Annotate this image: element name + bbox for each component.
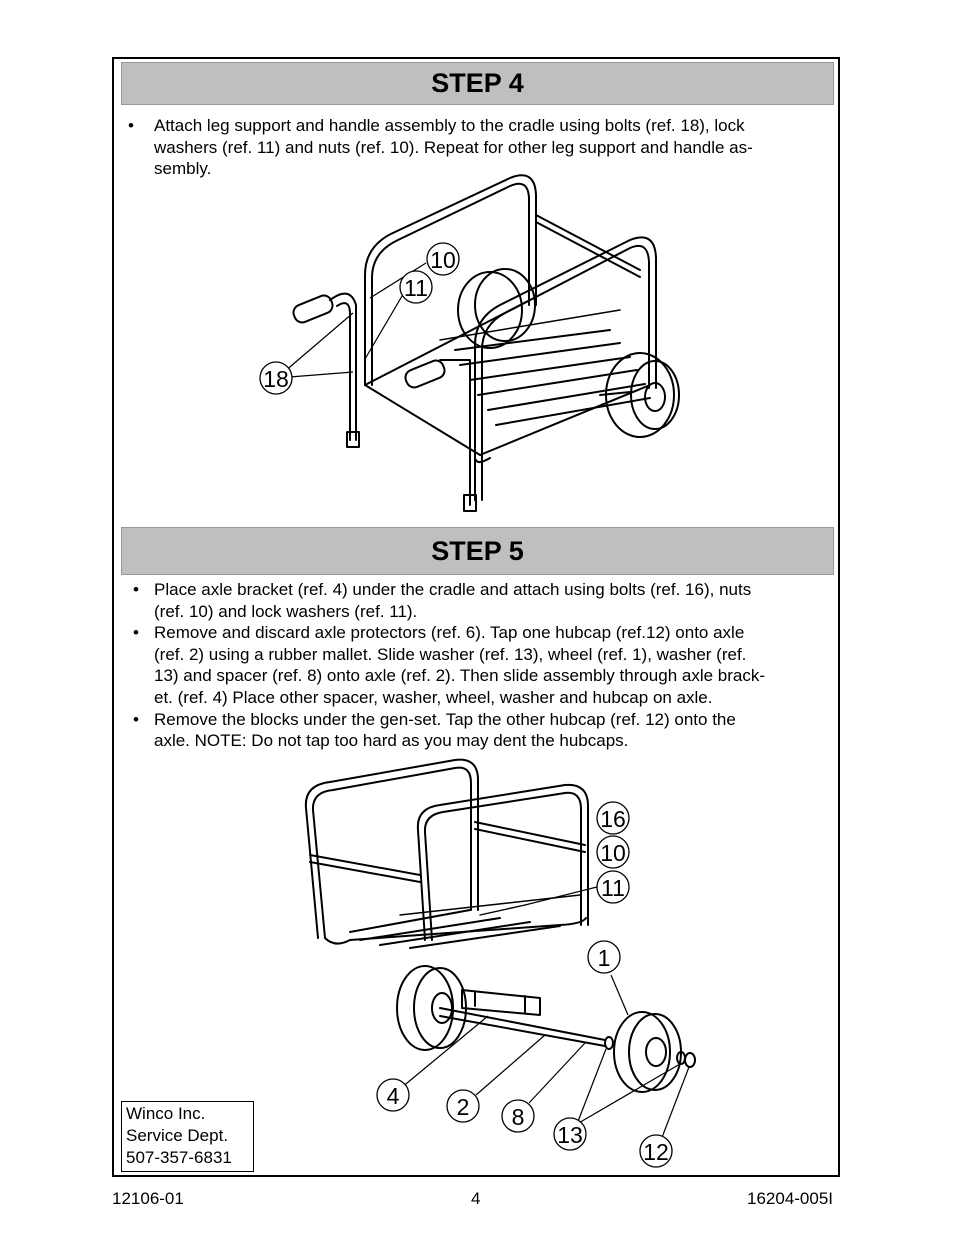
svg-text:18: 18: [263, 366, 289, 392]
step5-callout-11: [597, 871, 629, 903]
svg-text:8: 8: [511, 1104, 525, 1130]
step5-callout-12: [640, 1135, 672, 1167]
step5-callout-10: [597, 836, 629, 868]
step5-bullet-2-line-3: 13) and spacer (ref. 8) onto axle (ref. 2). Then slide assembly through axle brack-: [154, 666, 766, 686]
footer-doc-number: 12106-01: [112, 1189, 184, 1208]
svg-text:10: 10: [430, 247, 456, 273]
svg-text:11: 11: [404, 275, 428, 301]
step5-bullet-1-line-2: (ref. 10) and lock washers (ref. 11).: [154, 601, 418, 621]
svg-text:11: 11: [601, 875, 625, 901]
footer-page-number: 4: [471, 1189, 481, 1208]
step5-bullet-2-line-4: et. (ref. 4) Place other spacer, washer, wheel, washer and hubcap on axle.: [154, 687, 713, 707]
step5-bullet-3-line-2: axle. NOTE: Do not tap too hard as you may dent the hubcaps.: [154, 731, 629, 751]
step5-bullet-2-line-1: Remove and discard axle protectors (ref. 6). Tap one hubcap (ref.12) onto axle: [154, 623, 745, 643]
step4-bullet-1-line-2: washers (ref. 11) and nuts (ref. 10). Repeat for other leg support and handle as-: [154, 137, 753, 157]
svg-text:2: 2: [456, 1094, 470, 1120]
step5-callout-2: [447, 1090, 479, 1122]
step4-title: STEP 4: [431, 68, 524, 98]
step5-bullet-3-line-1: Remove the blocks under the gen-set. Tap the other hubcap (ref. 12) onto the: [154, 709, 736, 729]
step5-callout-13: [554, 1118, 586, 1150]
contact-company: Winco Inc.: [126, 1104, 206, 1123]
step5-callout-8: [502, 1100, 534, 1132]
step4-bullet-1-line-1: Attach leg support and handle assembly to the cradle using bolts (ref. 18), lock: [154, 116, 745, 135]
step5-callout-4: [377, 1079, 409, 1111]
svg-text:10: 10: [600, 840, 626, 866]
bullet-dot: •: [133, 709, 139, 729]
bullet-dot: •: [133, 623, 139, 643]
footer-part-number: 16204-005I: [747, 1189, 834, 1208]
bullet-dot: •: [128, 116, 134, 135]
contact-department: Service Dept.: [126, 1126, 229, 1145]
svg-text:4: 4: [386, 1083, 400, 1109]
step5-callout-16: [597, 802, 629, 834]
step5-title: STEP 5: [431, 535, 524, 566]
svg-text:13: 13: [557, 1122, 583, 1148]
svg-text:12: 12: [643, 1139, 669, 1165]
svg-text:16: 16: [600, 806, 626, 832]
step5-callout-1: [588, 941, 620, 973]
bullet-dot: •: [133, 580, 139, 599]
step5-bullet-2-line-2: (ref. 2) using a rubber mallet. Slide washer (ref. 13), wheel (ref. 1), washer (ref.: [154, 644, 747, 664]
contact-phone: 507-357-6831: [126, 1148, 232, 1167]
step5-bullet-1-line-1: Place axle bracket (ref. 4) under the cradle and attach using bolts (ref. 16), nuts: [154, 580, 752, 599]
step4-bullet-1-line-3: sembly.: [154, 159, 212, 179]
contact-box: [121, 1101, 254, 1172]
svg-text:1: 1: [597, 945, 611, 971]
